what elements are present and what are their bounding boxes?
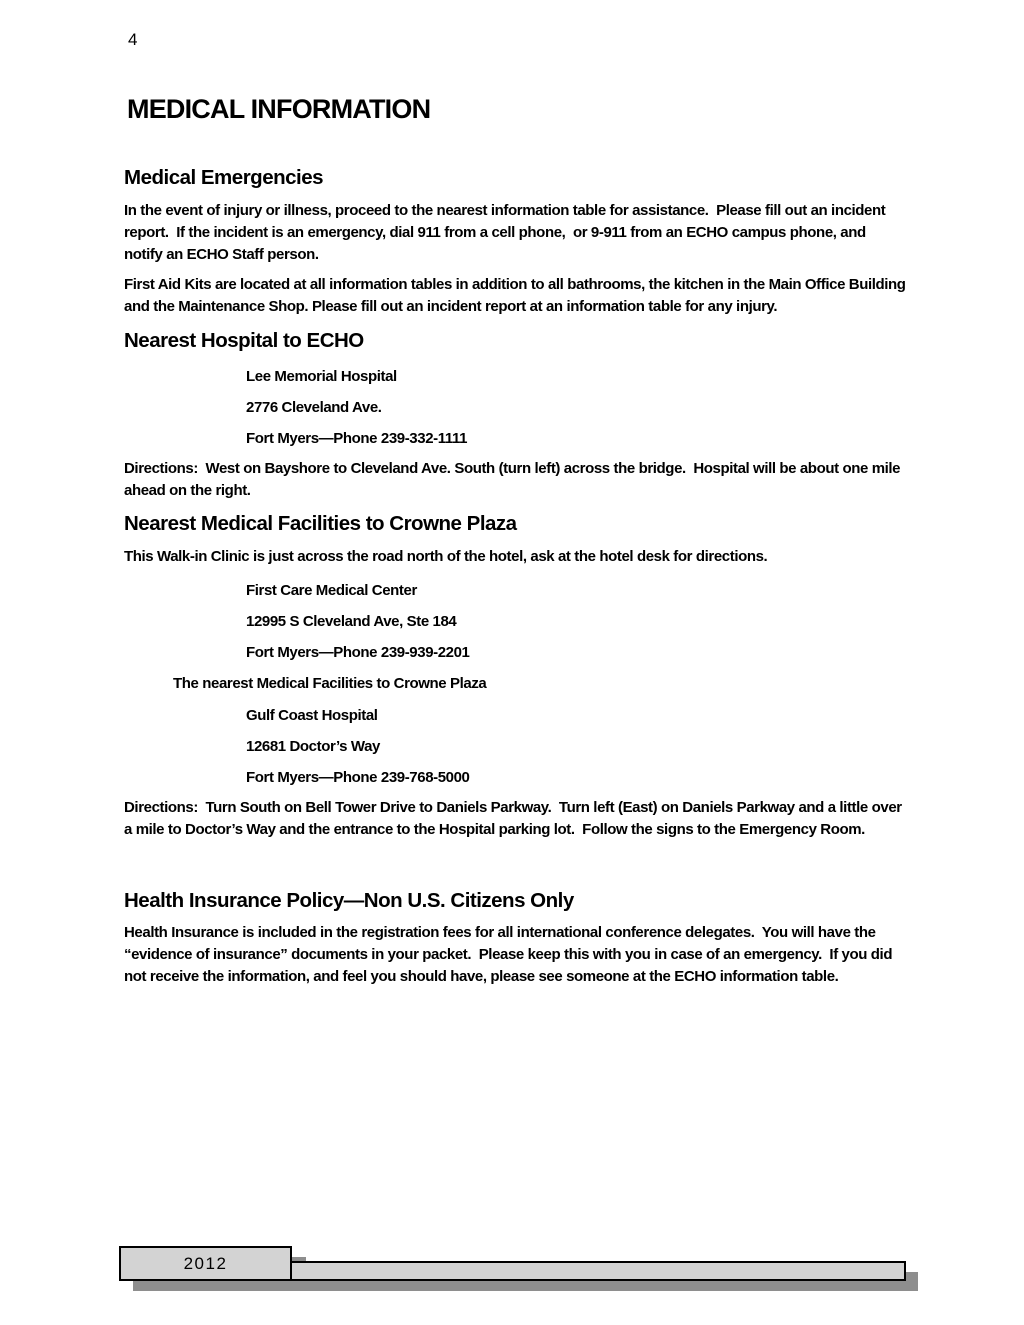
address-line: Fort Myers—Phone 239-768-5000 bbox=[246, 769, 470, 786]
page-title: MEDICAL INFORMATION bbox=[127, 94, 431, 124]
sub-heading: The nearest Medical Facilities to Crowne Plaza bbox=[173, 675, 487, 692]
footer-tab bbox=[119, 1246, 292, 1281]
page-content bbox=[124, 29, 910, 988]
paragraph: In the event of injury or illness, proceed to the nearest information table for assistance. Please fill out an incident report. If the incident is an emergency, dial 911 from a cell phone, or 9-911 from an ECHO campus phone, and notify an ECHO Staff person. bbox=[124, 202, 890, 263]
section-heading-nearest-medical-facilities: Nearest Medical Facilities to Crowne Plaza bbox=[124, 512, 517, 535]
address-line: First Care Medical Center bbox=[246, 582, 417, 599]
address-line: Fort Myers—Phone 239-332-1111 bbox=[246, 430, 468, 447]
paragraph: Health Insurance is included in the registration fees for all international conference delegates. You will have the “evidence of insurance” documents in your packet. Please keep this with you in case of an emergency. If you did not receive the information, and feel you should have, please see someone at the ECHO information table. bbox=[124, 924, 896, 985]
directions-paragraph: Directions: Turn South on Bell Tower Drive to Daniels Parkway. Turn left (East) on Daniels Parkway and a little over a mile to Doctor’s Way and the entrance to the Hospital parking lot. Follow the signs to the Emergency Room. bbox=[124, 799, 906, 838]
paragraph: First Aid Kits are located at all information tables in addition to all bathrooms, the kitchen in the Main Office Building and the Maintenance Shop. Please fill out an incident report at an information table for any injury. bbox=[124, 276, 910, 315]
footer-year: 2012 bbox=[183, 1253, 228, 1273]
address-block bbox=[246, 705, 906, 789]
address-block bbox=[246, 366, 906, 450]
page-number: 4 bbox=[128, 30, 138, 49]
address-line: 2776 Cleveland Ave. bbox=[246, 399, 382, 416]
address-line: Fort Myers—Phone 239-939-2201 bbox=[246, 644, 470, 661]
address-line: 12995 S Cleveland Ave, Ste 184 bbox=[246, 613, 457, 630]
section-health-insurance bbox=[124, 888, 906, 988]
directions-paragraph: Directions: West on Bayshore to Cleveland Ave. South (turn left) across the bridge. Hospital will be about one mile ahead on the right. bbox=[124, 460, 904, 499]
address-block bbox=[246, 580, 906, 664]
section-heading-nearest-hospital: Nearest Hospital to ECHO bbox=[124, 329, 364, 352]
section-nearest-medical-facilities bbox=[124, 511, 906, 841]
section-nearest-hospital bbox=[124, 328, 906, 502]
section-medical-emergencies bbox=[124, 165, 910, 318]
address-line: Lee Memorial Hospital bbox=[246, 368, 397, 385]
section-heading-medical-emergencies: Medical Emergencies bbox=[124, 166, 324, 189]
footer-bar bbox=[290, 1261, 906, 1281]
address-line: Gulf Coast Hospital bbox=[246, 707, 378, 724]
section-heading-health-insurance: Health Insurance Policy—Non U.S. Citizens Only bbox=[124, 889, 574, 912]
address-line: 12681 Doctor’s Way bbox=[246, 738, 380, 755]
paragraph: This Walk-in Clinic is just across the road north of the hotel, ask at the hotel desk for directions. bbox=[124, 548, 768, 565]
